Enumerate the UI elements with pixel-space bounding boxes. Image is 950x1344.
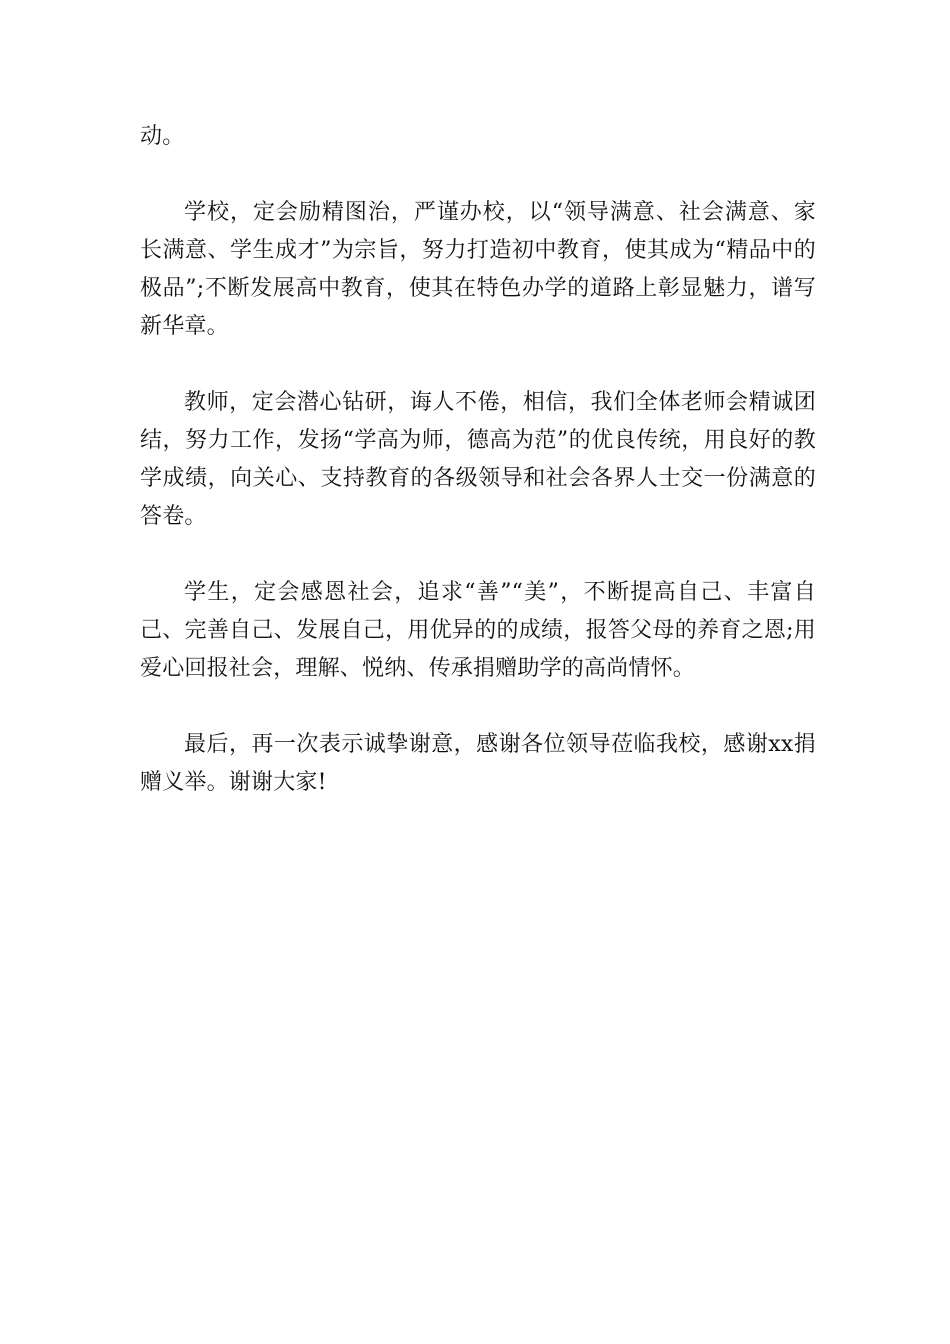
document-body [140,118,816,802]
paragraph-students: 学生，定会感恩社会，追求“善”“美”，不断提高自己、丰富自己、完善自己、发展自己，用优异的的成绩，报答父母的养育之恩;用爱心回报社会，理解、悦纳、传承捐赠助学的高尚情怀。 [140,580,816,681]
paragraph-gap [140,346,816,384]
paragraph-gap [140,156,816,194]
paragraph-closing: 最后，再一次表示诚挚谢意，感谢各位领导莅临我校，感谢xx捐赠义举。谢谢大家! [140,732,816,795]
paragraph-continuation: 动。 [140,124,185,149]
paragraph-gap [140,536,816,574]
paragraph-school: 学校，定会励精图治，严谨办校，以“领导满意、社会满意、家长满意、学生成才”为宗旨，努力打造初中教育，使其成为“精品中的极品”;不断发展高中教育，使其在特色办学的道路上彰显魅力，谱写新华章。 [140,200,816,339]
paragraph-teachers: 教师，定会潜心钻研，诲人不倦，相信，我们全体老师会精诚团结，努力工作，发扬“学高为师，德高为范”的优良传统，用良好的教学成绩，向关心、支持教育的各级领导和社会各界人士交一份满意的答卷。 [140,390,816,529]
paragraph-gap [140,688,816,726]
